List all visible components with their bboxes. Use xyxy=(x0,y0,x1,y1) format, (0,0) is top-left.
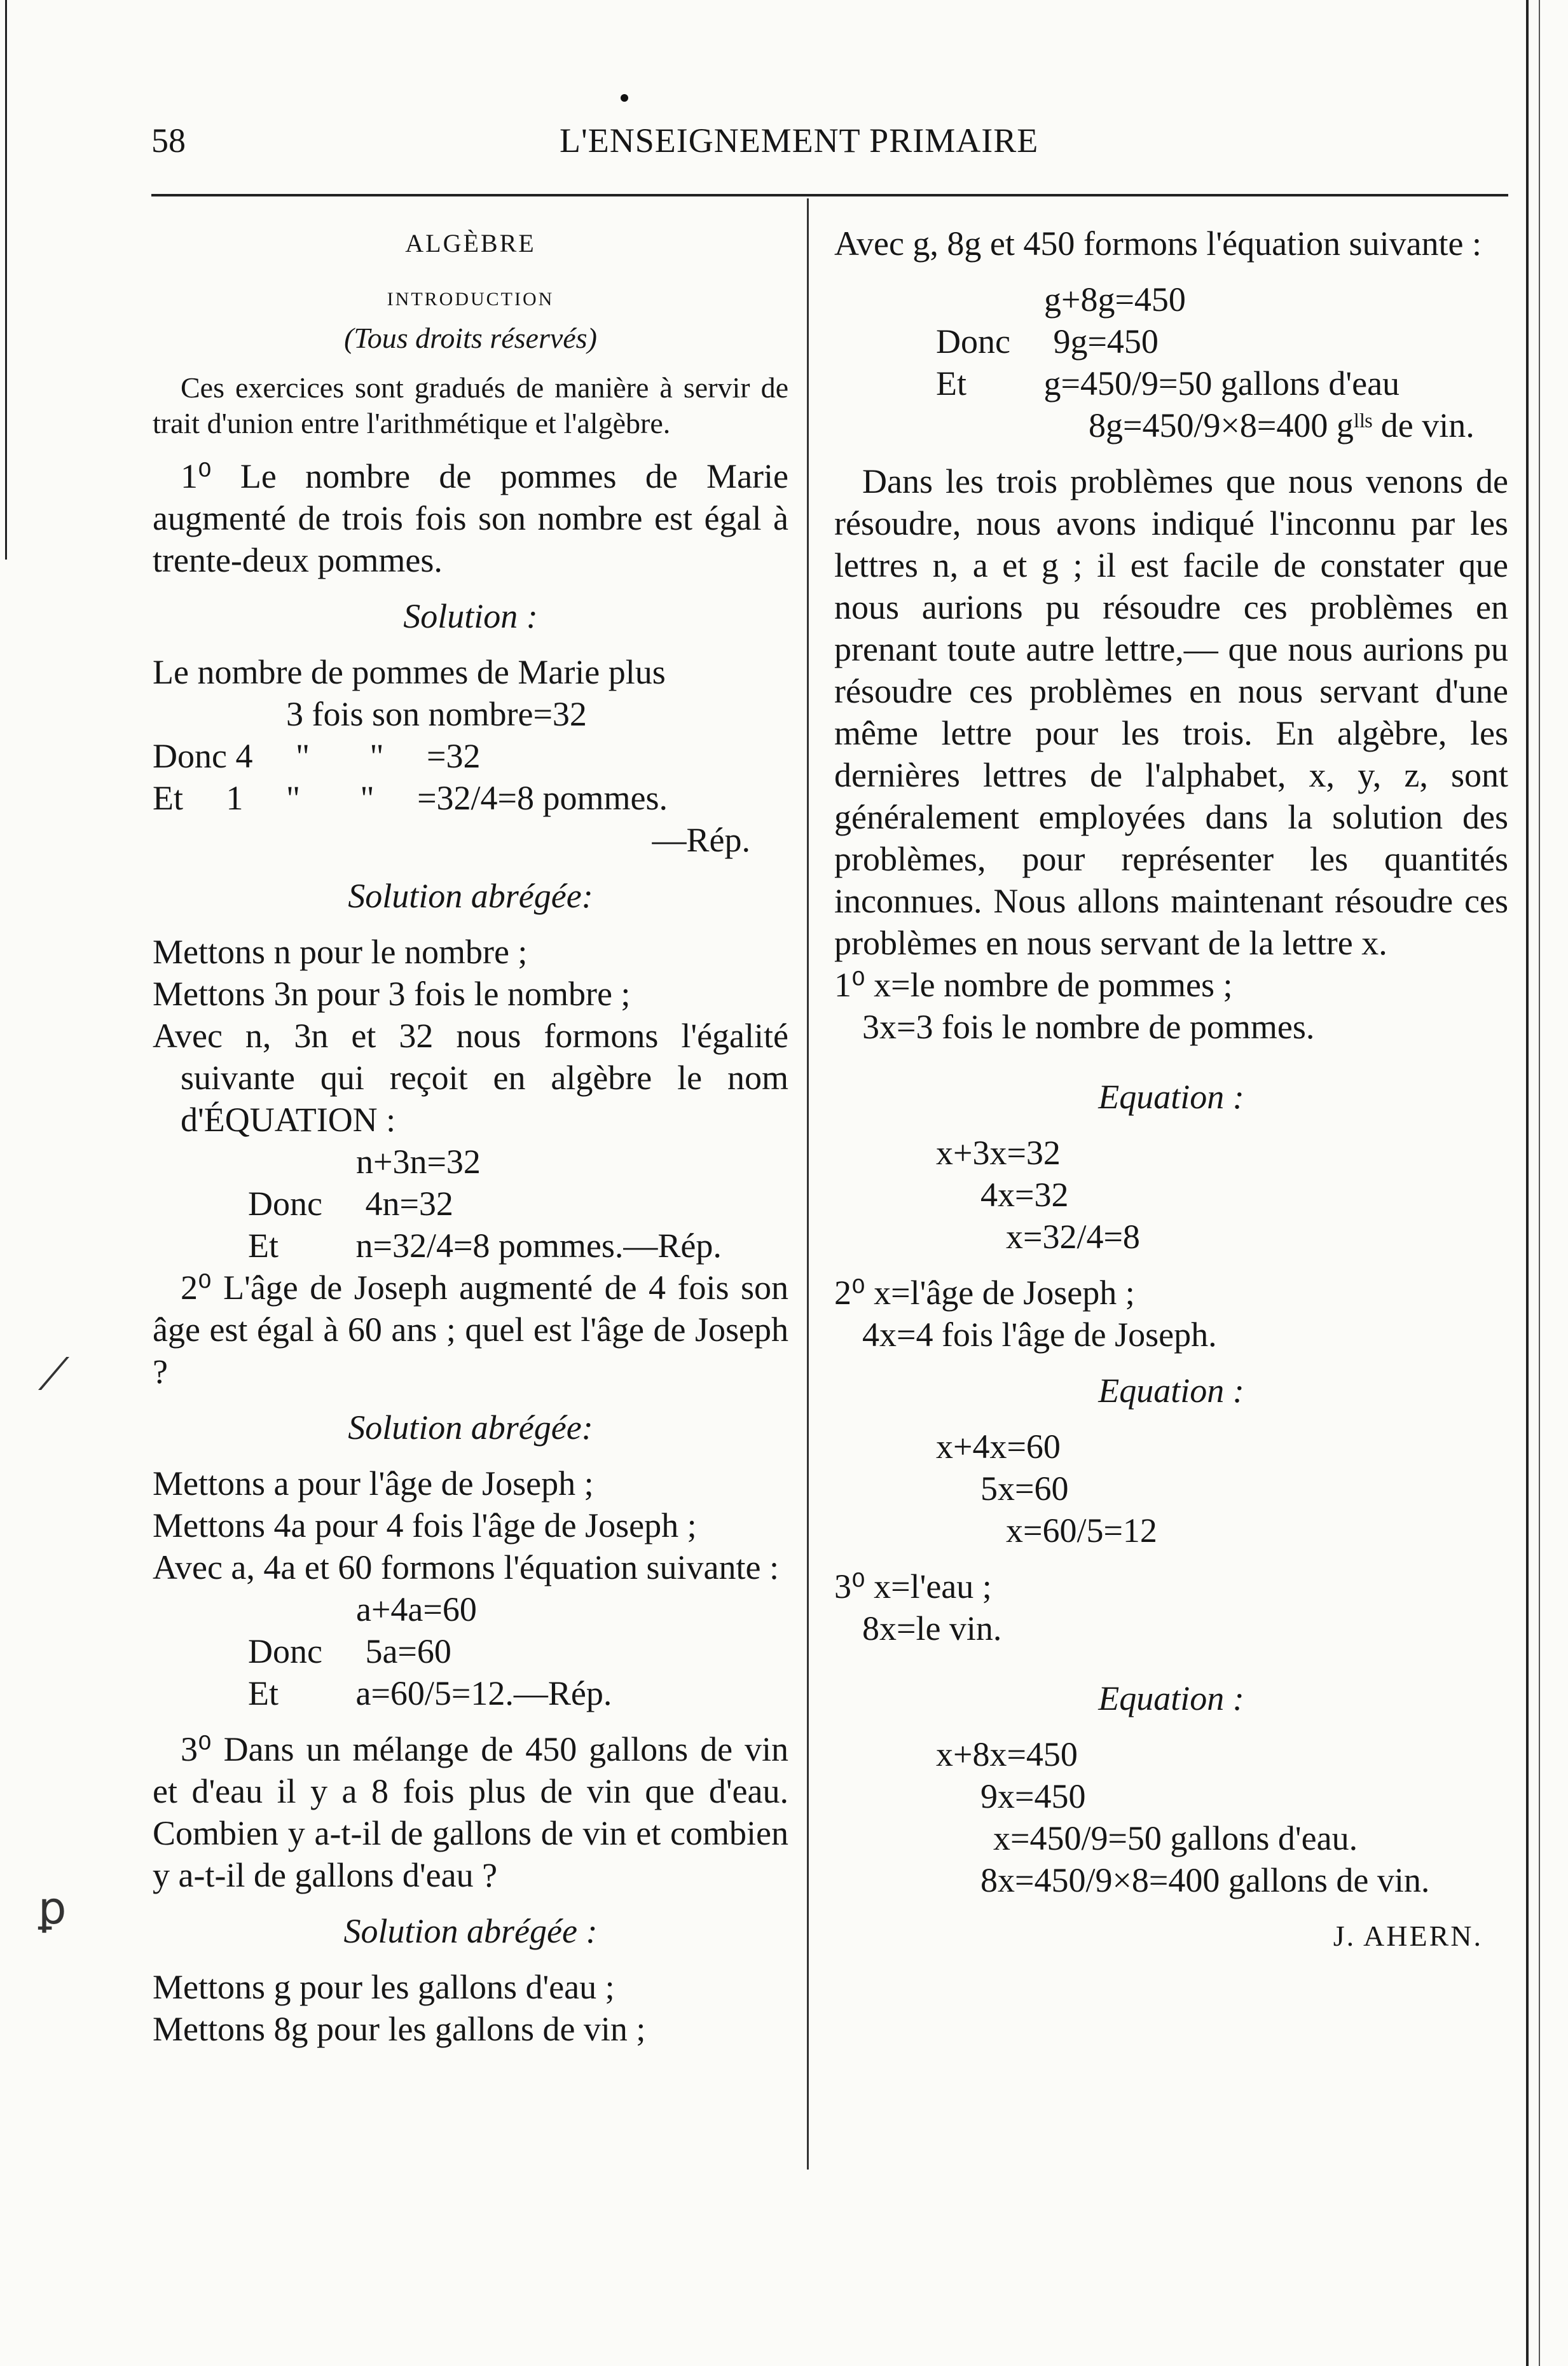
x-equation-2b: 5x=60 xyxy=(980,1469,1069,1508)
rights-note: (Tous droits réservés) xyxy=(344,322,597,354)
equation-3b: Donc 9g=450 xyxy=(936,322,1159,361)
x-equation-1b: 4x=32 xyxy=(980,1176,1069,1214)
abridged-solution-label-3: Solution abrégée : xyxy=(343,1912,598,1950)
equation-3c: Et g=450/9=50 gallons d'eau xyxy=(936,364,1400,402)
solution-line-3: Donc 4 " " =32 xyxy=(153,737,481,775)
scan-edge-right-2 xyxy=(1539,0,1540,2366)
x-problem-3a: 3⁰ x=l'eau ; xyxy=(834,1567,992,1606)
abridged-line-1: Mettons n pour le nombre ; xyxy=(153,933,528,971)
x-problem-2a: 2⁰ x=l'âge de Joseph ; xyxy=(834,1274,1135,1312)
equation-1a: n+3n=32 xyxy=(356,1143,481,1181)
abridged-line-2: Mettons 3n pour 3 fois le nombre ; xyxy=(153,975,631,1013)
x-equation-3d: 8x=450/9×8=400 gallons de vin. xyxy=(980,1861,1430,1899)
equation-1c: Et n=32/4=8 pommes.—Rép. xyxy=(248,1227,722,1265)
abridged-solution-label-1: Solution abrégée: xyxy=(348,877,593,915)
header-dot xyxy=(621,94,628,102)
x-equation-1c: x=32/4=8 xyxy=(1006,1218,1140,1256)
problem-1: 1⁰ Le nombre de pommes de Marie augmenté de trois fois son nombre est égal à trente-deux pommes. xyxy=(153,457,788,579)
abridged2-line-3: Avec a, 4a et 60 formons l'équation suivante : xyxy=(153,1548,779,1586)
x-problem-3b: 8x=le vin. xyxy=(862,1609,1002,1647)
right-intro: Avec g, 8g et 450 formons l'équation suivante : xyxy=(834,224,1482,263)
solution-line-2: 3 fois son nombre=32 xyxy=(286,695,587,733)
solution-line-1: Le nombre de pommes de Marie plus xyxy=(153,653,666,691)
section-title: ALGÈBRE xyxy=(405,229,536,258)
intro-text: Ces exercices sont gradués de manière à servir de trait d'union entre l'arithmétique et l'algèbre. xyxy=(153,371,788,439)
equation-2b: Donc 5a=60 xyxy=(248,1632,451,1670)
equation-3d: 8g=450/9×8=400 gˡˡˢ de vin. xyxy=(1089,406,1475,444)
author-signature: J. AHERN. xyxy=(1333,1920,1483,1952)
explanation-paragraph: Dans les trois problèmes que nous venons de résoudre, nous avons indiqué l'inconnu par les lettres n, a et g ; il est facile de constater que nous aurions pu résoudre ces problèmes en prenant toute autre lettre,— que nous aurions pu résoudre ces problèmes en nous servant d'une même lettre pour les trois. En algèbre, les dernières lettres de l'alphabet, x, y, z, sont généralement employées dans la solution des problèmes, pour représenter les quantités inconnues. Nous allons maintenant résoudre ces problèmes en nous servant de la lettre x. xyxy=(834,462,1508,962)
header-rule xyxy=(151,194,1508,196)
margin-mark-2: ꝑ xyxy=(38,1882,67,1934)
x-equation-3c: x=450/9=50 gallons d'eau. xyxy=(993,1819,1358,1857)
solution-label: Solution : xyxy=(403,597,538,635)
abridged3-line-2: Mettons 8g pour les gallons de vin ; xyxy=(153,2010,646,2048)
x-problem-2b: 4x=4 fois l'âge de Joseph. xyxy=(862,1316,1217,1354)
abridged-line-3: Avec n, 3n et 32 nous formons l'égalité suivante qui reçoit en algèbre le nom d'ÉQUATION : xyxy=(153,1017,788,1139)
running-title: L'ENSEIGNEMENT PRIMAIRE xyxy=(560,121,1039,160)
abridged2-line-1: Mettons a pour l'âge de Joseph ; xyxy=(153,1464,594,1503)
equation-2c: Et a=60/5=12.—Rép. xyxy=(248,1674,612,1712)
abridged-solution-label-2: Solution abrégée: xyxy=(348,1408,593,1447)
equation-2a: a+4a=60 xyxy=(356,1590,477,1628)
solution-line-4: Et 1 " " =32/4=8 pommes. xyxy=(153,779,668,817)
abridged2-line-2: Mettons 4a pour 4 fois l'âge de Joseph ; xyxy=(153,1506,697,1544)
margin-mark-1: ⟋ xyxy=(38,1348,69,1400)
equation-1b: Donc 4n=32 xyxy=(248,1185,453,1223)
x-equation-2a: x+4x=60 xyxy=(936,1427,1061,1466)
x-equation-3b: 9x=450 xyxy=(980,1777,1086,1815)
x-equation-3a: x+8x=450 xyxy=(936,1735,1078,1773)
scan-edge-right xyxy=(1526,0,1529,2366)
equation-label-1: Equation : xyxy=(1098,1078,1244,1116)
scan-edge-left xyxy=(5,0,7,560)
left-column xyxy=(153,223,788,2050)
page-number: 58 xyxy=(151,121,186,160)
solution-line-5: —Rép. xyxy=(652,821,750,859)
abridged3-line-1: Mettons g pour les gallons d'eau ; xyxy=(153,1968,615,2006)
subsection-title: INTRODUCTION xyxy=(387,289,554,310)
equation-label-2: Equation : xyxy=(1098,1372,1244,1410)
problem-2: 2⁰ L'âge de Joseph augmenté de 4 fois son âge est égal à 60 ans ; quel est l'âge de Joseph ? xyxy=(153,1269,788,1391)
right-column xyxy=(834,223,1508,1957)
equation-3a: g+8g=450 xyxy=(1044,280,1186,319)
x-problem-1a: 1⁰ x=le nombre de pommes ; xyxy=(834,966,1233,1004)
x-problem-1b: 3x=3 fois le nombre de pommes. xyxy=(862,1008,1315,1046)
column-separator xyxy=(807,198,809,2170)
x-equation-2c: x=60/5=12 xyxy=(1006,1511,1157,1550)
equation-label-3: Equation : xyxy=(1098,1679,1244,1717)
problem-3: 3⁰ Dans un mélange de 450 gallons de vin et d'eau il y a 8 fois plus de vin que d'eau. Combien y a-t-il de gallons de vin et combien y a-t-il de gallons d'eau ? xyxy=(153,1730,788,1894)
x-equation-1a: x+3x=32 xyxy=(936,1134,1061,1172)
